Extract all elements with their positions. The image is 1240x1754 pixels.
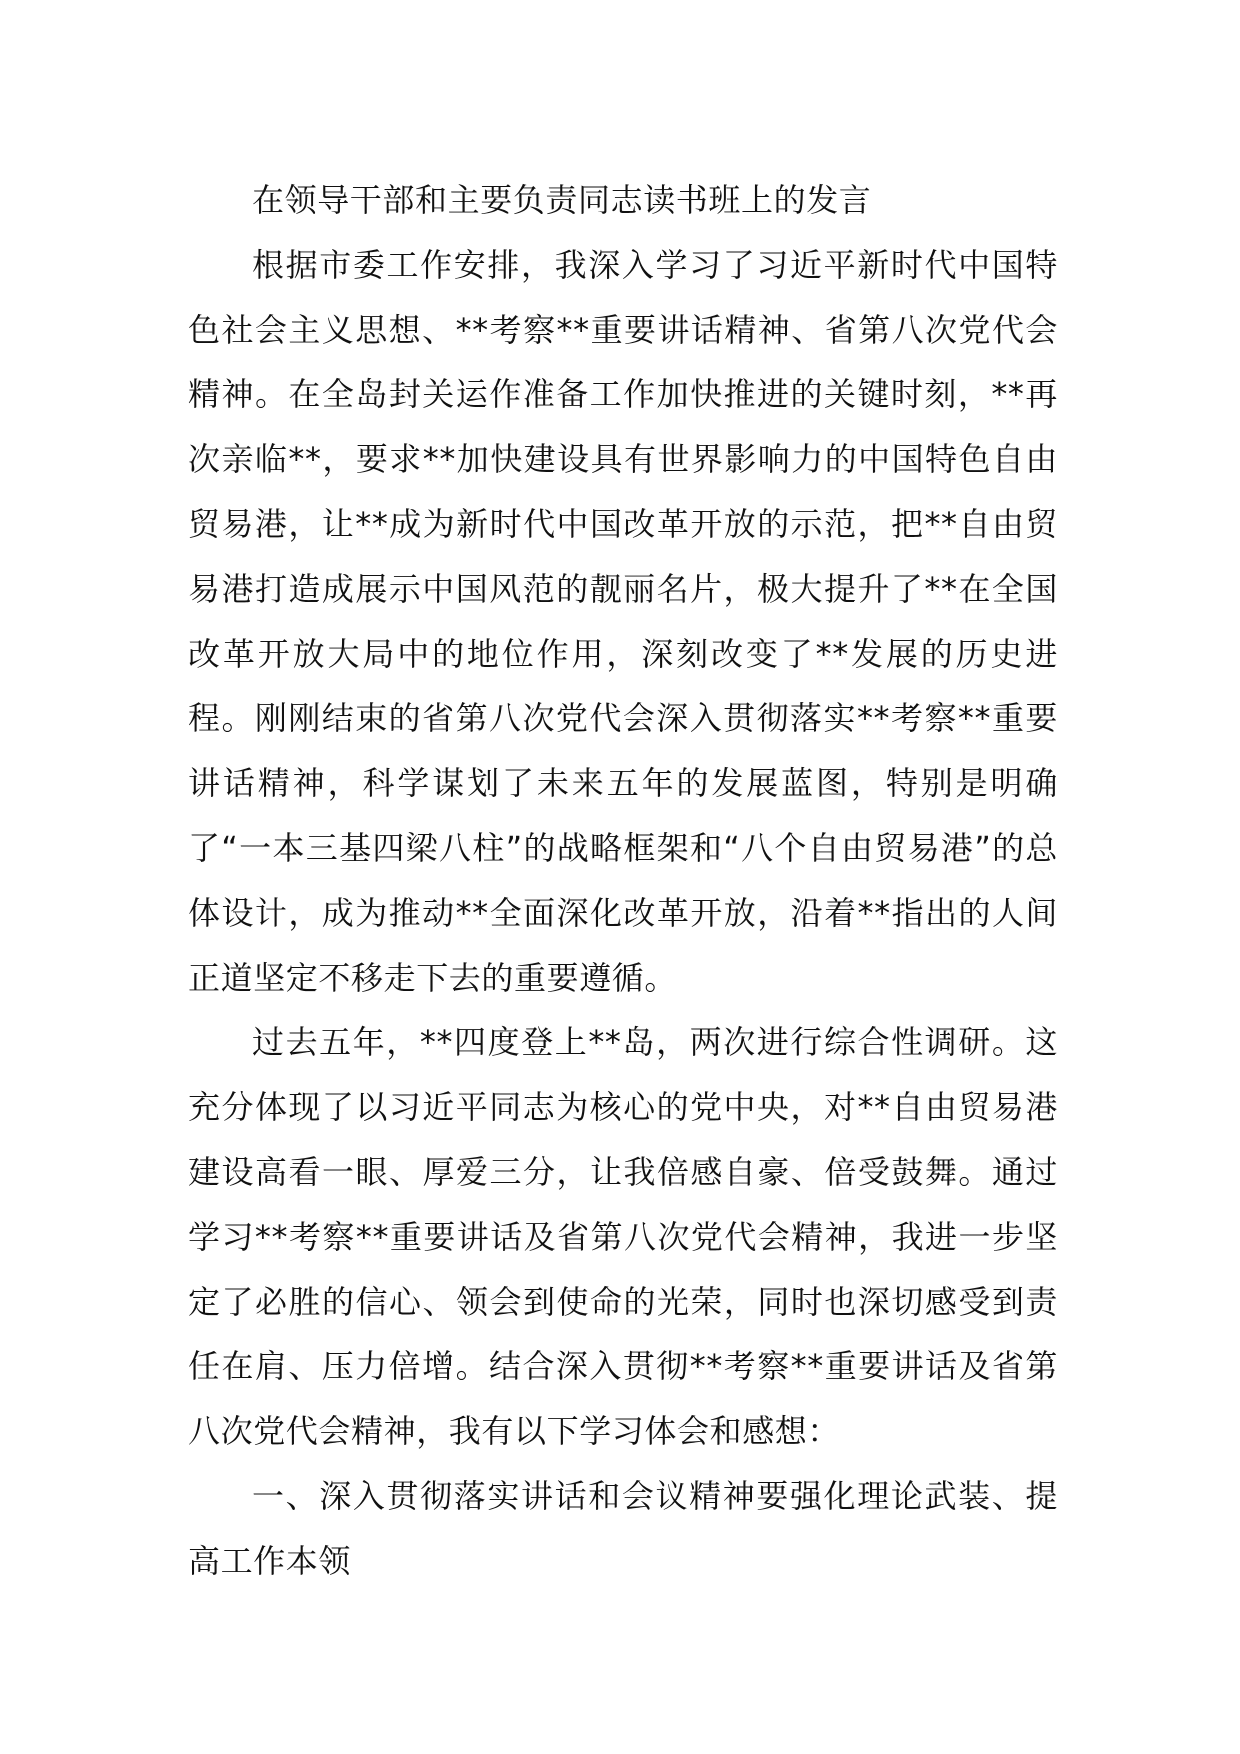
paragraph-2: 过去五年，**四度登上**岛，两次进行综合性调研。这充分体现了以习近平同志为核心的党中央，对**自由贸易港建设高看一眼、厚爱三分，让我倍感自豪、倍受鼓舞。通过学习**考察**重要讲话及省第八次党代会精神，我进一步坚定了必胜的信心、领会到使命的光荣，同时也深切感受到责任在肩、压力倍增。结合深入贯彻**考察**重要讲话及省第八次党代会精神，我有以下学习体会和感想： [188, 1023, 1058, 1451]
section-heading-1: 一、深入贯彻落实讲话和会议精神要强化理论武装、提高工作本领 [188, 1476, 1058, 1580]
document-title: 在领导干部和主要负责同志读书班上的发言 [252, 181, 872, 219]
document-body [188, 168, 1058, 1594]
paragraph-1: 根据市委工作安排，我深入学习了习近平新时代中国特色社会主义思想、**考察**重要讲话精神、省第八次党代会精神。在全岛封关运作准备工作加快推进的关键时刻，**再次亲临**，要求**加快建设具有世界影响力的中国特色自由贸易港，让**成为新时代中国改革开放的示范，把**自由贸易港打造成展示中国风范的靓丽名片，极大提升了**在全国改革开放大局中的地位作用，深刻改变了**发展的历史进程。刚刚结束的省第八次党代会深入贯彻落实**考察**重要讲话精神，科学谋划了未来五年的发展蓝图，特别是明确了“一本三基四梁八柱”的战略框架和“八个自由贸易港”的总体设计，成为推动**全面深化改革开放，沿着**指出的人间正道坚定不移走下去的重要遵循。 [188, 245, 1058, 997]
